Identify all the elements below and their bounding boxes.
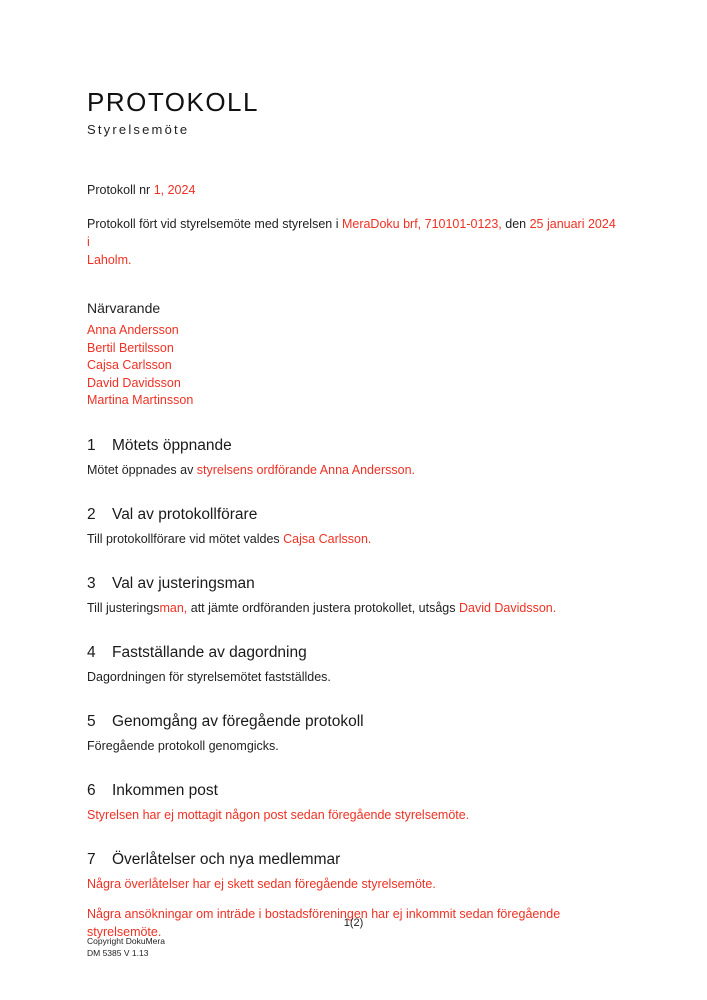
section-body — [87, 668, 622, 686]
intro-segment: den — [501, 217, 530, 231]
section-number: 4 — [87, 643, 96, 661]
body-segment: styrelsens ordförande Anna Andersson. — [196, 462, 415, 477]
body-segment: Till protokollförare vid mötet valdes — [87, 531, 284, 546]
attendee-name: David Davidsson — [87, 375, 181, 390]
page-number: 1(2) — [343, 917, 364, 929]
protokoll-number-line — [87, 182, 622, 198]
section-body — [87, 599, 622, 617]
body-segment: Föregående protokoll genomgicks. — [87, 738, 279, 753]
section-number: 7 — [87, 850, 96, 868]
body-segment: styrelsemöte. — [87, 924, 162, 939]
section-body — [87, 461, 622, 479]
footer-copyright — [87, 936, 165, 959]
section-number: 1 — [87, 436, 96, 454]
section-title: Val av justeringsman — [112, 574, 255, 592]
section-number: 3 — [87, 574, 96, 592]
intro-segment: 25 januari 2024 i — [87, 217, 616, 249]
protokoll-number-label: Protokoll nr — [87, 183, 154, 197]
page-title: PROTOKOLL — [87, 87, 259, 117]
section-title: Fastställande av dagordning — [112, 643, 307, 661]
body-segment: David Davidsson. — [458, 600, 557, 615]
intro-segment: Protokoll fört vid styrelsemöte med styrelsen i — [87, 217, 342, 231]
body-segment: Styrelsen har ej mottagit någon post sedan föregående styrelsemöte. — [87, 807, 470, 822]
section-heading — [87, 712, 622, 732]
section-6 — [87, 781, 622, 824]
body-segment: Mötet öppnades av — [87, 462, 197, 477]
attendee-name: Cajsa Carlsson — [87, 358, 172, 372]
body-segment: Några ansökningar om inträde i bostadsföreningen har ej inkommit sedan föregående — [87, 906, 561, 921]
section-1 — [87, 436, 622, 479]
body-segment: Cajsa Carlsson. — [283, 531, 372, 546]
section-number: 5 — [87, 712, 96, 730]
section-title: Genomgång av föregående protokoll — [112, 712, 364, 730]
section-heading — [87, 505, 622, 525]
protokoll-number-value: 1, 2024 — [153, 183, 196, 197]
attendee-name: Martina Martinsson — [87, 393, 194, 407]
body-segment: Till justerings — [87, 600, 160, 615]
attendee-name: Anna Andersson — [87, 323, 179, 337]
section-number: 6 — [87, 781, 96, 799]
section-body — [87, 875, 622, 893]
section-body — [87, 530, 622, 548]
section-heading — [87, 436, 622, 456]
section-heading — [87, 643, 622, 663]
body-segment: Några överlåtelser har ej skett sedan föregående styrelsemöte. — [87, 876, 436, 891]
page-subtitle: Styrelsemöte — [87, 122, 190, 137]
section-body — [87, 806, 622, 824]
attendee-name: Bertil Bertilsson — [87, 340, 174, 355]
intro-segment: MeraDoku brf, 710101-0123, — [341, 217, 502, 231]
attendees-heading: Närvarande — [87, 300, 161, 316]
body-segment: att jämte ordföranden justera protokollet, utsågs — [187, 600, 459, 615]
section-3 — [87, 574, 622, 617]
section-number: 2 — [87, 505, 96, 523]
section-5 — [87, 712, 622, 755]
intro-paragraph — [87, 215, 622, 269]
body-segment: man, — [159, 600, 188, 615]
copyright-line-1: Copyright DokuMera — [87, 936, 165, 946]
section-heading — [87, 781, 622, 801]
copyright-line-2: DM 5385 V 1.13 — [87, 947, 149, 958]
section-title: Mötets öppnande — [112, 436, 232, 454]
section-heading — [87, 574, 622, 594]
section-title: Val av protokollförare — [112, 505, 258, 523]
attendees-list — [87, 322, 622, 410]
section-2 — [87, 505, 622, 548]
section-title: Inkommen post — [112, 781, 218, 799]
section-body — [87, 737, 622, 755]
section-4 — [87, 643, 622, 686]
intro-segment: Laholm. — [87, 253, 132, 267]
section-title: Överlåtelser och nya medlemmar — [112, 850, 341, 868]
body-segment: Dagordningen för styrelsemötet fastställdes. — [87, 669, 331, 684]
section-heading — [87, 850, 622, 870]
